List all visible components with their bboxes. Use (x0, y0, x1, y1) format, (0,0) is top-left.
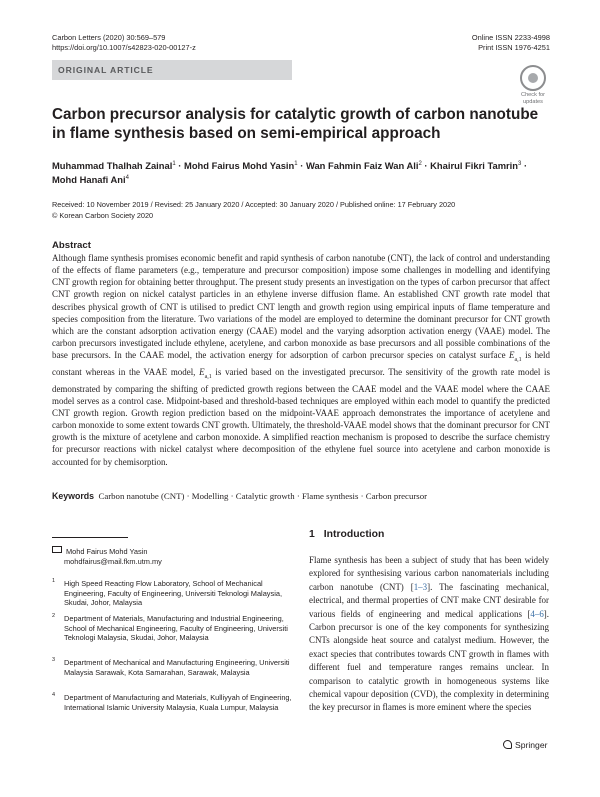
affiliation: 1 High Speed Reacting Flow Laboratory, School of Mechanical Engineering, Faculty of Engineering, Universiti Teknologi Malaysia, Skudai, Johor, Malaysia (52, 578, 283, 608)
affiliation: 3 Department of Mechanical and Manufacturing Engineering, Universiti Malaysia Sarawak, Kota Samarahan, Sarawak, Malaysia (52, 657, 290, 677)
introduction-text: Flame synthesis has been a subject of study that has been widely explored for synthesising various carbon nanomaterials including carbon nanotube (CNT) [1–3]. The fascinating mechanical, electrical, and thermal properties of CNT make CNT desirable for various fields of engineering and medical applications [4–6]. Carbon precursor is one of the key components for synthesizing CNTs alongside heat source and catalyst medium. However, the exact species that contributes towards CNT growth in flames with different fuel and temperature ranges remains unclear. In comparison to catalytic growth in homogeneous systems like chemical vapour deposition (CVD), the complexity in determining the key precursor in flames is more eminent where the species (309, 555, 549, 713)
springer-horse-icon (503, 740, 512, 749)
author-affiliation-mark: 3 (518, 161, 522, 167)
author-name[interactable]: Khairul Fikri Tamrin (430, 160, 519, 172)
keywords-list: Carbon nanotube (CNT) · Modelling · Catalytic growth · Flame synthesis · Carbon precursor (98, 491, 428, 501)
publisher-logo (503, 740, 547, 750)
author-affiliation-mark: 2 (418, 161, 422, 167)
publication-dates (52, 200, 552, 221)
article-type-label: ORIGINAL ARTICLE (58, 65, 154, 75)
history-dates: Received: 10 November 2019 / Revised: 25 January 2020 / Accepted: 30 January 2020 / Published online: 17 February 2020 (52, 200, 456, 209)
author-name[interactable]: Muhammad Thalhah Zainal (52, 160, 173, 172)
keywords-label: Keywords (52, 491, 95, 501)
footnote-divider (52, 537, 128, 538)
issn-block (472, 33, 550, 53)
section-heading-introduction: 1 Introduction (309, 529, 385, 540)
affiliation: 2 Department of Materials, Manufacturing and Industrial Engineering, School of Mechanical Engineering, Faculty of Engineering, Universiti Teknologi Malaysia, Skudai, Johor, Malaysia (52, 613, 288, 643)
author-name[interactable]: Wan Fahmin Faiz Wan Ali (305, 160, 419, 172)
correspondence (52, 546, 286, 567)
author-affiliation-mark: 1 (172, 161, 176, 167)
author-affiliation-mark: 1 (294, 161, 298, 167)
check-for-updates-button[interactable] (517, 65, 549, 105)
article-title: Carbon precursor analysis for catalytic growth of carbon nanotube in flame synthesis based on semi-empirical approach (52, 106, 539, 142)
citation-link[interactable]: 1–3 (413, 581, 428, 592)
journal-citation: Carbon Letters (2020) 30:569–579 (52, 33, 166, 42)
keywords (52, 491, 550, 501)
article-type-banner (52, 60, 292, 80)
check-updates-icon (520, 65, 546, 91)
author-name[interactable]: Mohd Fairus Mohd Yasin (184, 160, 295, 172)
abstract-heading: Abstract (52, 240, 91, 251)
issn-online: Online ISSN 2233-4998 (471, 33, 550, 42)
issn-print: Print ISSN 1976-4251 (478, 43, 550, 52)
citation-link[interactable]: 4–6 (530, 608, 544, 619)
author-affiliation-mark: 4 (125, 175, 129, 182)
corresponding-author: Mohd Fairus Mohd Yasin (66, 547, 148, 556)
author-name[interactable]: Mohd Hanafi Ani (52, 174, 126, 186)
affiliation: 4 Department of Manufacturing and Materials, Kulliyyah of Engineering, International Islamic University Malaysia, Kuala Lumpur, Malaysia (52, 692, 292, 712)
author-email[interactable]: mohdfairus@mail.fkm.utm.my (64, 557, 162, 566)
abstract-text: Although flame synthesis promises economic benefit and rapid synthesis of carbon nanotube (CNT), the lack of control and understanding of the effects of flame parameters (e.g., temperature and precursor composition) impose some challenges in modelling and identifying CNT growth region for obtaining better throughput. The present study presents an investigation on the types of carbon precursor that affect CNT growth region on nickel catalyst particles in an ethylene inverse diffusion flame. An established CNT growth rate model that describes physical growth of CNT is utilised to predict CNT length and growth region using empirical inputs of flame temperature and species composition from the literature. Two variations of the model are employed to determine the dominant precursor for CNT growth which are the constant adsorption activation energy (CAAE) model and the varying adsorption activation energy (VAAE) model. The carbon precursors investigated include ethylene, acetylene, and carbon monoxide as base precursors and all possible combinations of the base precursors. In the CAAE model, the activation energy for adsorption of carbon precursor species on catalyst surface $E_{a,1}$ is held constant whereas in the VAAE model, $E_{a,1}$ is varied based on the investigated precursor. The sensitivity of the growth rate model is demonstrated by comparing the shifting of predicted growth regions between the CAAE model and the VAAE model where the CAAE model serves as a control case. Midpoint-based and threshold-based techniques are employed within each model to quantify the predicted CNT growth region. Growth region prediction based on the midpoint-VAAE approach demonstrates the importance of acetylene and carbon monoxide to some extent towards CNT growth. Ultimately, the threshold-VAAE model shows that the dominant precursor for CNT growth is the mixture of acetylene and carbon monoxide. A simplified reaction mechanism is proposed to describe the surface chemistry for precursor reactions with nickel catalyst where decomposition of the ethylene fuel source into acetylene and carbon monoxide is accounted for by chemisorption. (52, 253, 551, 467)
publisher-name: Springer (515, 740, 548, 750)
journal-header (52, 33, 196, 53)
author-list: Muhammad Thalhah Zainal$^1$ · Mohd Fairus Mohd Yasin$^1$ · Wan Fahmin Faiz Wan Ali$^2$ · Khairul Fikri Tamrin$^3$ · Mohd Hanafi Ani$^4$ (52, 160, 528, 186)
envelope-icon (52, 546, 62, 553)
copyright: © Korean Carbon Society 2020 (52, 210, 154, 220)
check-updates-label: Check for updates (521, 92, 545, 105)
doi-link[interactable]: https://doi.org/10.1007/s42823-020-00127-z (52, 43, 196, 52)
